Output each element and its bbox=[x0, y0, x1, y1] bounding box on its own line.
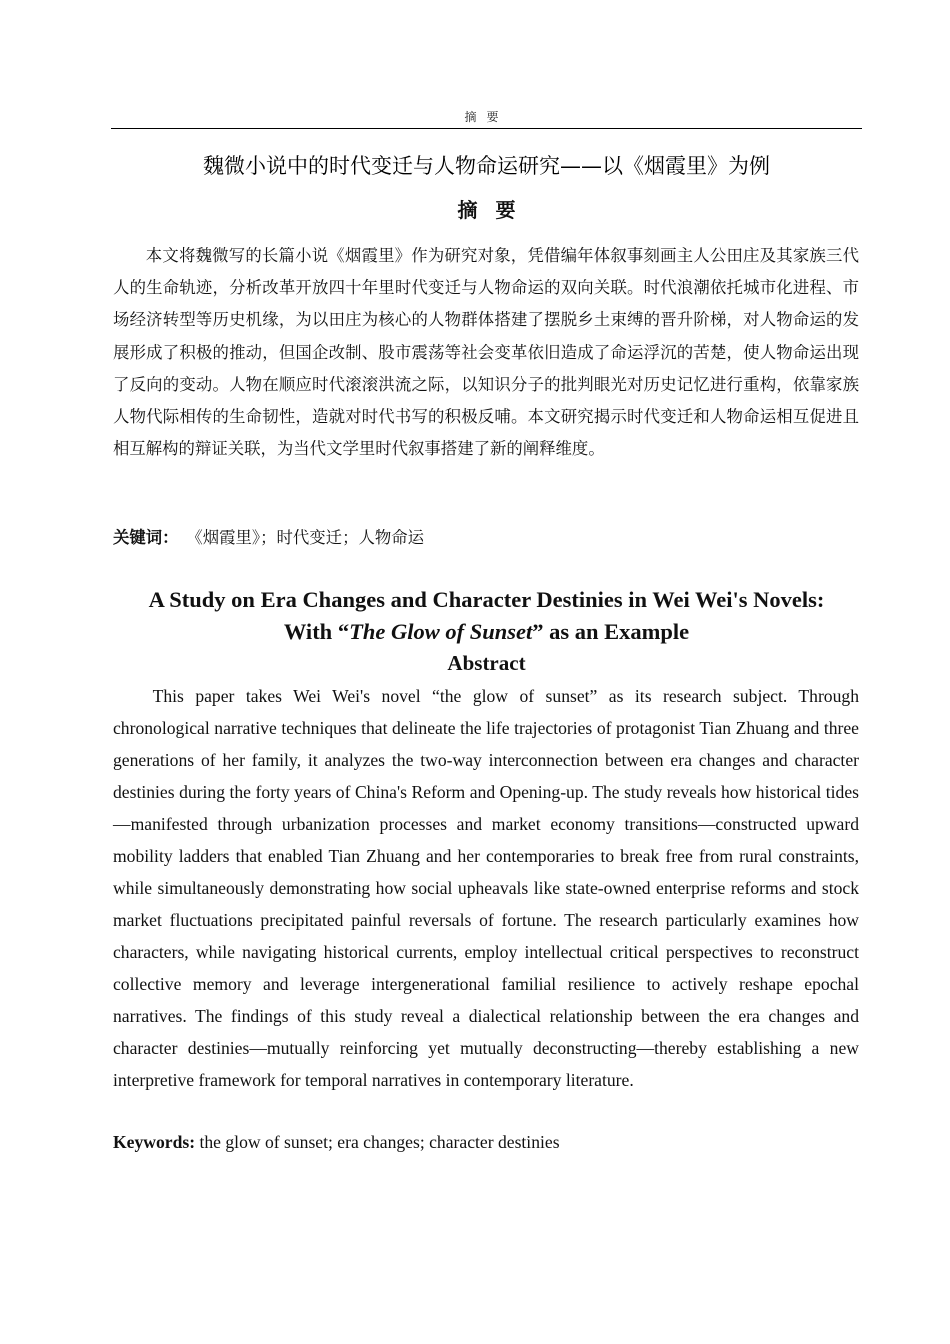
chinese-keywords bbox=[113, 523, 859, 553]
english-keywords-text: the glow of sunset; era changes; character destinies bbox=[195, 1132, 560, 1152]
chinese-keywords-label: 关键词： bbox=[113, 528, 179, 547]
english-keywords-label: Keywords: bbox=[113, 1132, 196, 1152]
english-title-prefix: With “ bbox=[283, 619, 350, 644]
header-rule bbox=[111, 128, 862, 129]
chinese-abstract-body: 本文将魏微写的长篇小说《烟霞里》作为研究对象，凭借编年体叙事刻画主人公田庄及其家族三代人的生命轨迹，分析改革开放四十年里时代变迁与人物命运的双向关联。时代浪潮依托城市化进程、市场经济转型等历史机缘，为以田庄为核心的人物群体搭建了摆脱乡土束缚的晋升阶梯，对人物命运的发展形成了积极的推动，但国企改制、股市震荡等社会变革依旧造成了命运浮沉的苦楚，使人物命运出现了反向的变动。人物在顺应时代滚滚洪流之际，以知识分子的批判眼光对历史记忆进行重构，依靠家族人物代际相传的生命韧性，造就对时代书写的积极反哺。本文研究揭示时代变迁和人物命运相互促进且相互解构的辩证关联，为当代文学里时代叙事搭建了新的阐释维度。 bbox=[113, 246, 859, 459]
running-header: 摘要 bbox=[464, 110, 509, 124]
chinese-title: 魏微小说中的时代变迁与人物命运研究——以《烟霞里》为例 bbox=[203, 154, 770, 178]
english-title-suffix: ” as an Example bbox=[532, 619, 690, 644]
chinese-keywords-text: 《烟霞里》；时代变迁；人物命运 bbox=[194, 528, 425, 547]
english-keywords bbox=[113, 1127, 859, 1157]
english-abstract-heading: Abstract bbox=[447, 651, 526, 675]
english-title-book-name: The Glow of Sunset bbox=[349, 619, 533, 644]
english-abstract-body: This paper takes Wei Wei's novel “the glow of sunset” as its research subject. Through chronological narrative techniques that delineate the life trajectories of protagonist Tian Zhuang and three generations of her family, it analyzes the two-way interconnection between era changes and character destinies during the forty years of China's Reform and Opening-up. The study reveals how historical tides—manifested through urbanization processes and market economy transitions—constructed upward mobility ladders that enabled Tian Zhuang and her contemporaries to break free from rural constraints, while simultaneously demonstrating how social upheavals like state-owned enterprise reforms and stock market fluctuations precipitated painful reversals of fortune. The research particularly examines how characters, while navigating historical currents, employ intellectual critical perspectives to reconstruct collective memory and leverage intergenerational familial resilience to actively reshape epochal narratives. The findings of this study reveal a dialectical relationship between the era changes and character destinies—mutually reinforcing yet mutually deconstructing—thereby establishing a new interpretive framework for temporal narratives in contemporary literature. bbox=[113, 686, 859, 1090]
chinese-abstract-heading: 摘要 bbox=[457, 198, 534, 222]
english-title bbox=[111, 584, 862, 648]
english-title-line-1: A Study on Era Changes and Character Destinies in Wei Wei's Novels: bbox=[148, 587, 825, 612]
english-title-line-2 bbox=[111, 616, 862, 648]
